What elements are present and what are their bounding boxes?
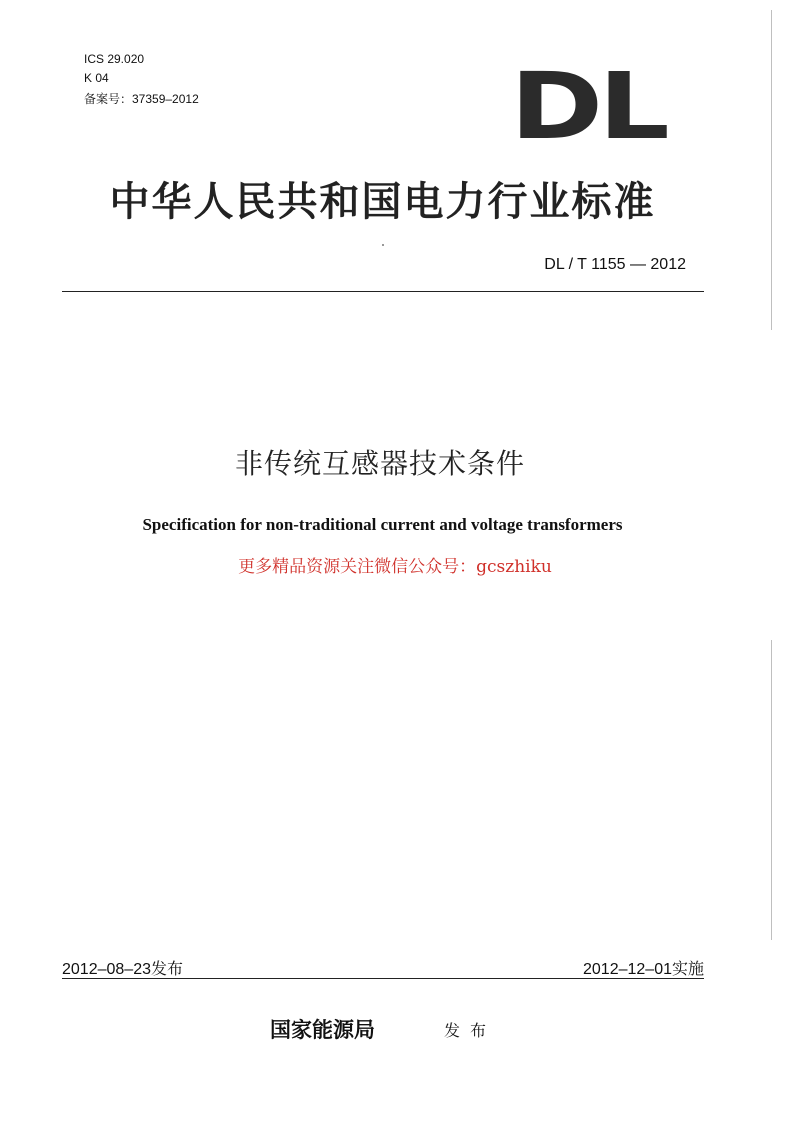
classification-code: K 04 xyxy=(84,71,109,85)
issuer-name: 国家能源局 xyxy=(270,1017,375,1042)
standard-title: 中华人民共和国电力行业标准 xyxy=(109,178,656,225)
scan-speck xyxy=(382,244,384,246)
standard-code: DL / T 1155 — 2012 xyxy=(544,256,686,273)
scan-edge-upper xyxy=(771,10,772,330)
record-number: 备案号：37359–2012 xyxy=(84,92,199,106)
ics-code: ICS 29.020 xyxy=(84,52,145,66)
watermark-text: 更多精品资源关注微信公众号：gcszhiku xyxy=(238,557,552,577)
bottom-divider xyxy=(62,978,704,979)
implementation-date: 2012–12–01实施 xyxy=(583,961,704,978)
document-title-cn: 非传统互感器技术条件 xyxy=(234,448,525,479)
dl-logo: DL xyxy=(510,53,665,160)
issuer-action: 发布 xyxy=(444,1023,497,1040)
document-title-en: Specification for non-traditional current and voltage transformers xyxy=(142,515,623,534)
scan-edge-lower xyxy=(771,640,772,940)
top-divider xyxy=(62,291,704,292)
issue-date: 2012–08–23发布 xyxy=(62,961,183,978)
